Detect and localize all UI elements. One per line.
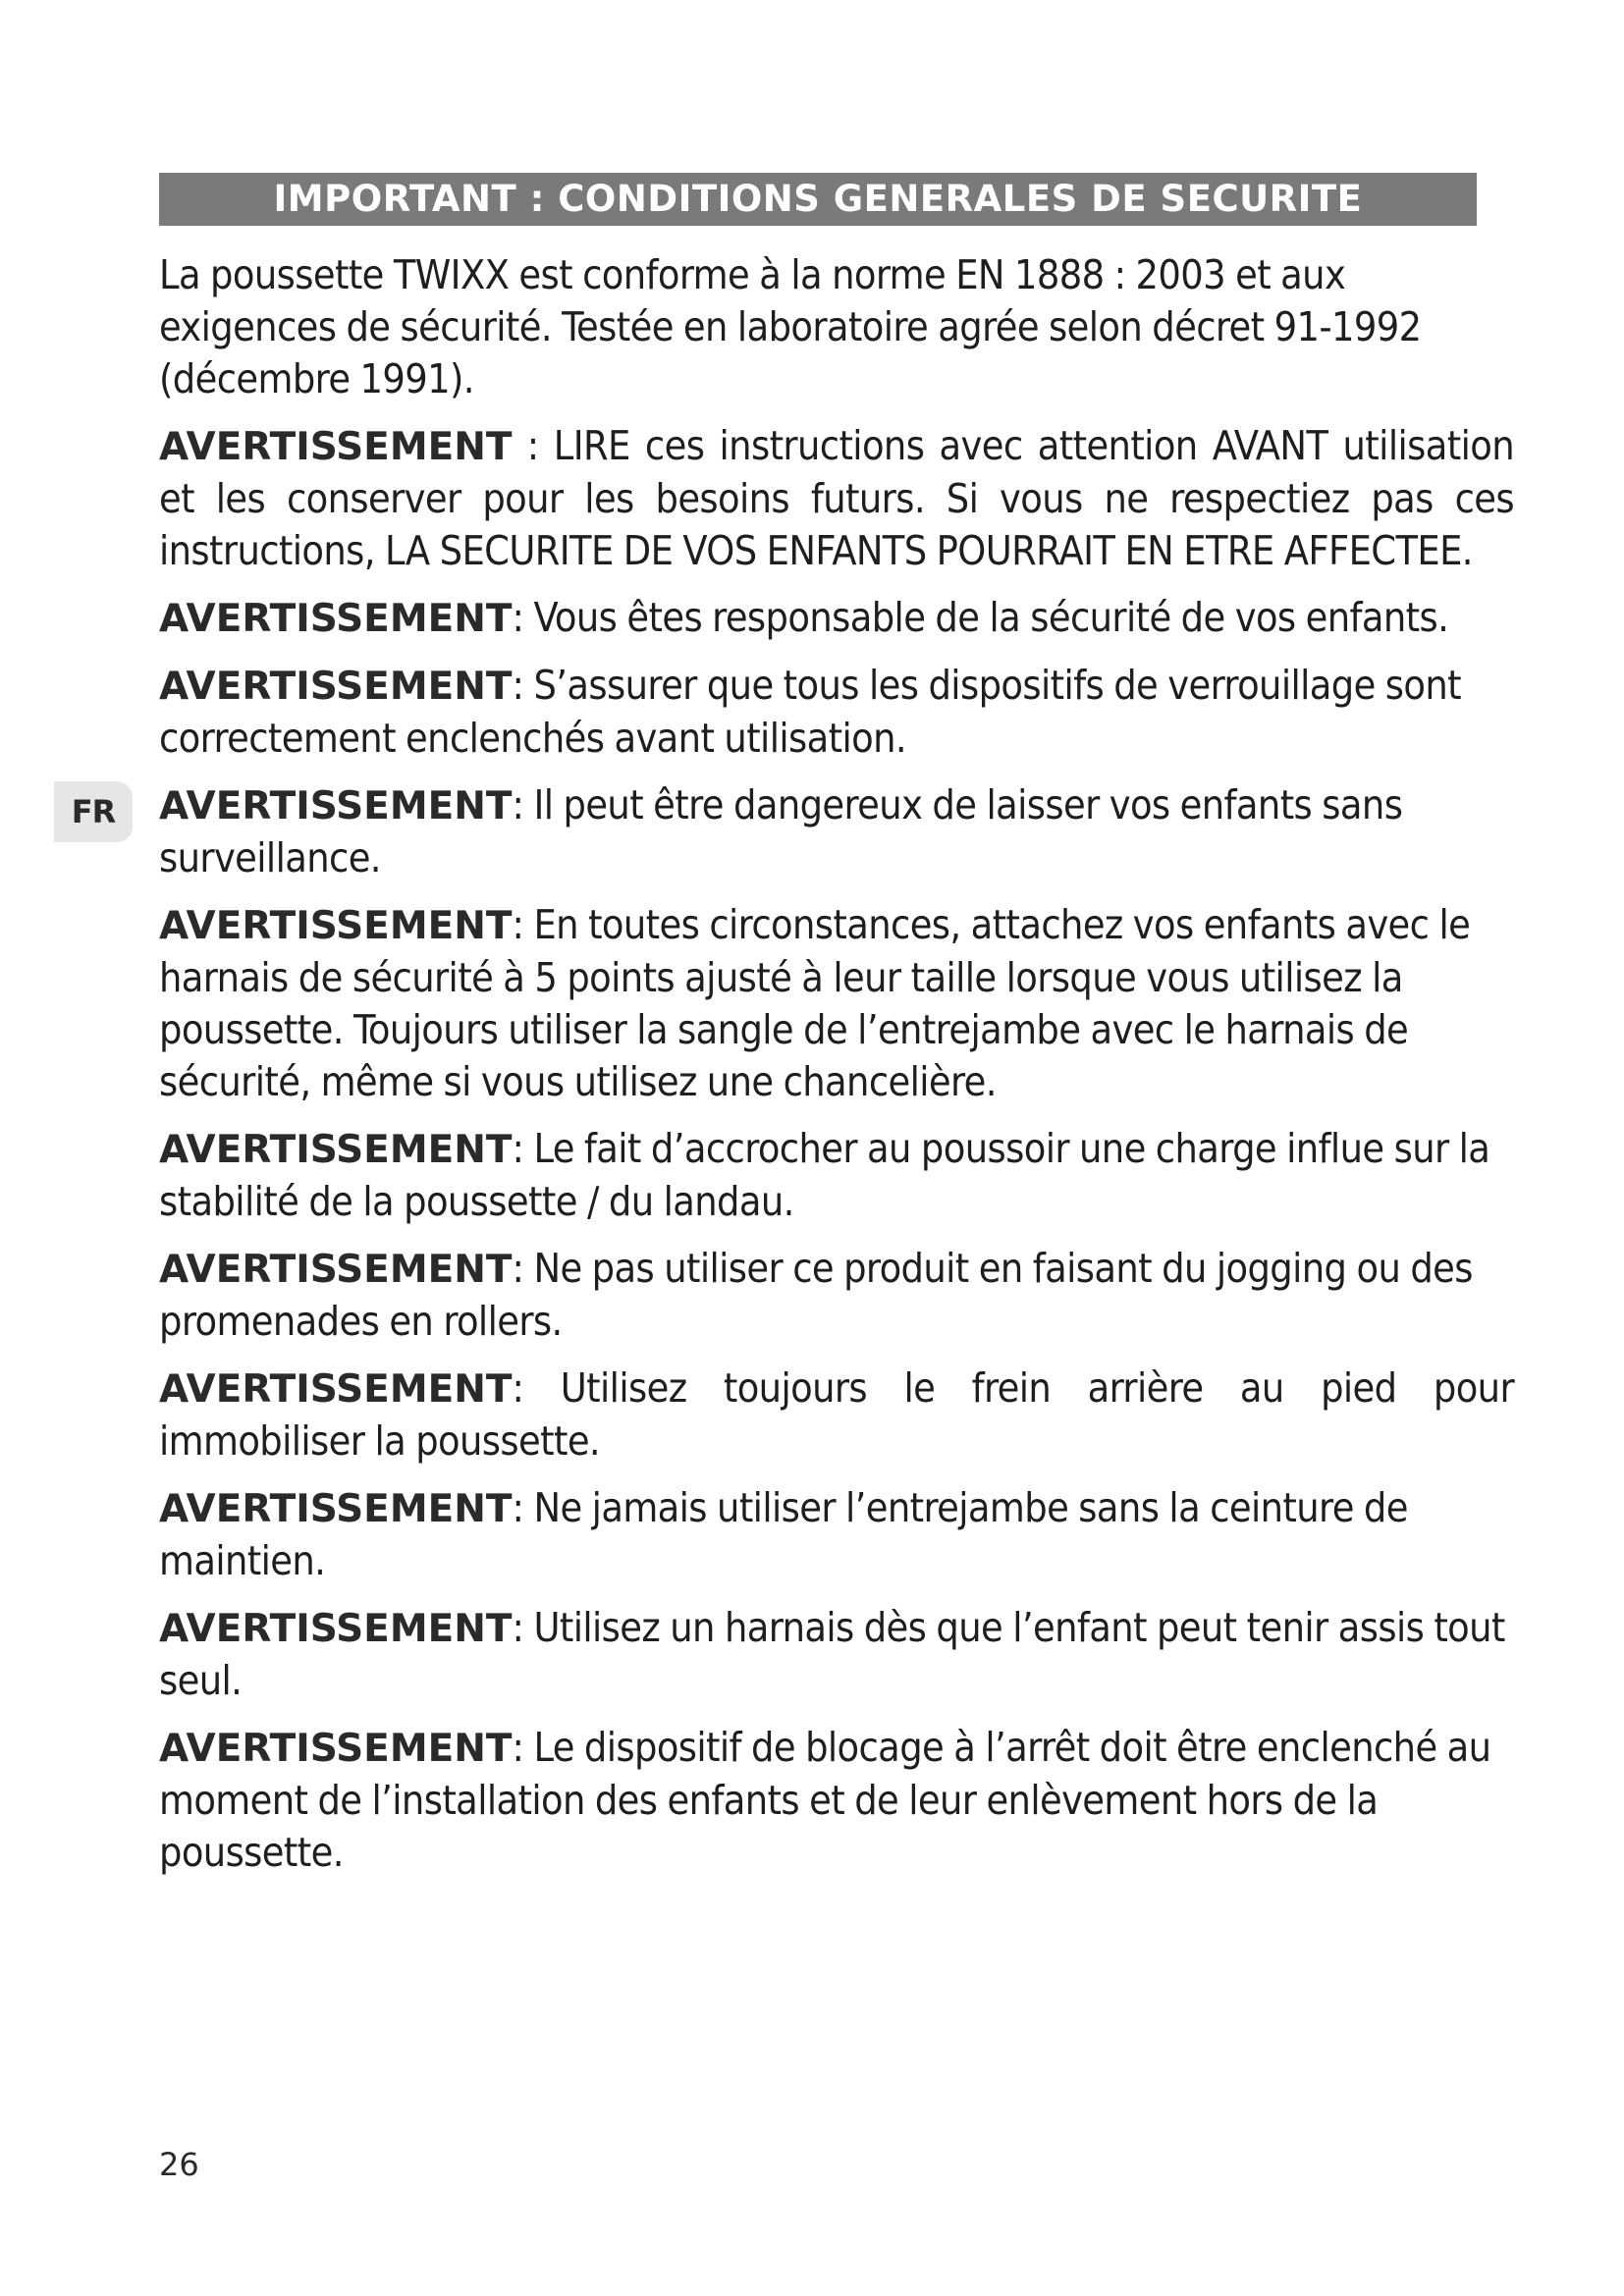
warning-label: AVERTISSEMENT	[159, 1128, 513, 1172]
intro-paragraph: La poussette TWIXX est conforme à la norme EN 1888 : 2003 et aux exigences de sécurité. Testée en laboratoire agrée selon décret 91-1992 (décembre 1991).	[159, 251, 1422, 402]
warning-label: AVERTISSEMENT	[159, 904, 513, 948]
warning-paragraph	[159, 1243, 1514, 1348]
warning-paragraph	[159, 1482, 1514, 1587]
safety-content	[159, 249, 1514, 1894]
warning-separator: :	[512, 594, 534, 641]
warning-paragraph	[159, 592, 1514, 645]
warning-text: LIRE ces instructions avec attention AVANT utilisation et les conserver pour les besoins futurs. Si vous ne respectiez pas ces instructions, LA SECURITE DE VOS ENFANTS POURRAIT EN ETRE AFFECTEE.	[159, 422, 1514, 574]
warning-separator: :	[512, 1125, 534, 1172]
warning-label: AVERTISSEMENT	[159, 665, 513, 709]
warning-separator: :	[512, 1724, 534, 1771]
warning-separator: :	[512, 1484, 534, 1531]
warning-label: AVERTISSEMENT	[159, 1727, 513, 1771]
warning-text: Le fait d’accrocher au poussoir une charge influe sur la stabilité de la poussette / du landau.	[159, 1125, 1490, 1225]
warning-label: AVERTISSEMENT	[159, 1248, 513, 1292]
warning-label: AVERTISSEMENT	[159, 1487, 513, 1531]
language-tab-label: FR	[71, 793, 116, 830]
warning-label: AVERTISSEMENT	[159, 1607, 513, 1651]
warning-text: Utilisez toujours le frein arrière au pied pour immobiliser la poussette.	[159, 1364, 1514, 1465]
warning-paragraph	[159, 1362, 1514, 1468]
warning-paragraph	[159, 779, 1514, 884]
warning-text: Vous êtes responsable de la sécurité de vos enfants.	[533, 594, 1449, 641]
warning-separator: :	[512, 662, 534, 709]
warning-separator: :	[512, 1364, 561, 1412]
warning-text: Le dispositif de blocage à l’arrêt doit être enclenché au moment de l’installation des enfants et de leur enlèvement hors de la poussette.	[159, 1724, 1491, 1876]
warning-paragraph	[159, 660, 1514, 765]
warning-text: S’assurer que tous les dispositifs de verrouillage sont correctement enclenchés avant utilisation.	[159, 662, 1462, 762]
warning-separator: :	[512, 781, 534, 828]
warning-separator: :	[512, 1245, 534, 1292]
warning-separator: :	[512, 422, 554, 469]
warning-text: Utilisez un harnais dès que l’enfant peut tenir assis tout seul.	[159, 1604, 1505, 1704]
warning-paragraph	[159, 899, 1514, 1108]
warning-text: Il peut être dangereux de laisser vos enfants sans surveillance.	[159, 781, 1403, 881]
warning-label: AVERTISSEMENT	[159, 425, 513, 469]
warning-separator: :	[512, 901, 534, 948]
warning-text: En toutes circonstances, attachez vos enfants avec le harnais de sécurité à 5 points ajusté à leur taille lorsque vous utilisez la poussette. Toujours utiliser la sangle de l’entrejambe avec le harnais de sécurité, même si vous utilisez une chancelière.	[159, 901, 1471, 1105]
warning-paragraph	[159, 1722, 1514, 1879]
warning-label: AVERTISSEMENT	[159, 1367, 513, 1412]
warning-text: Ne pas utiliser ce produit en faisant du jogging ou des promenades en rollers.	[159, 1245, 1473, 1345]
warning-text: Ne jamais utiliser l’entrejambe sans la ceinture de maintien.	[159, 1484, 1408, 1584]
warning-paragraph	[159, 420, 1514, 577]
warning-label: AVERTISSEMENT	[159, 784, 513, 828]
section-title-bar	[159, 173, 1477, 226]
warning-label: AVERTISSEMENT	[159, 597, 513, 641]
warning-separator: :	[512, 1604, 534, 1651]
page-number: 26	[159, 2146, 199, 2183]
language-tab	[54, 781, 133, 842]
section-title: IMPORTANT : CONDITIONS GENERALES DE SECURITE	[273, 178, 1363, 220]
warning-paragraph	[159, 1602, 1514, 1707]
warning-paragraph	[159, 1123, 1514, 1228]
